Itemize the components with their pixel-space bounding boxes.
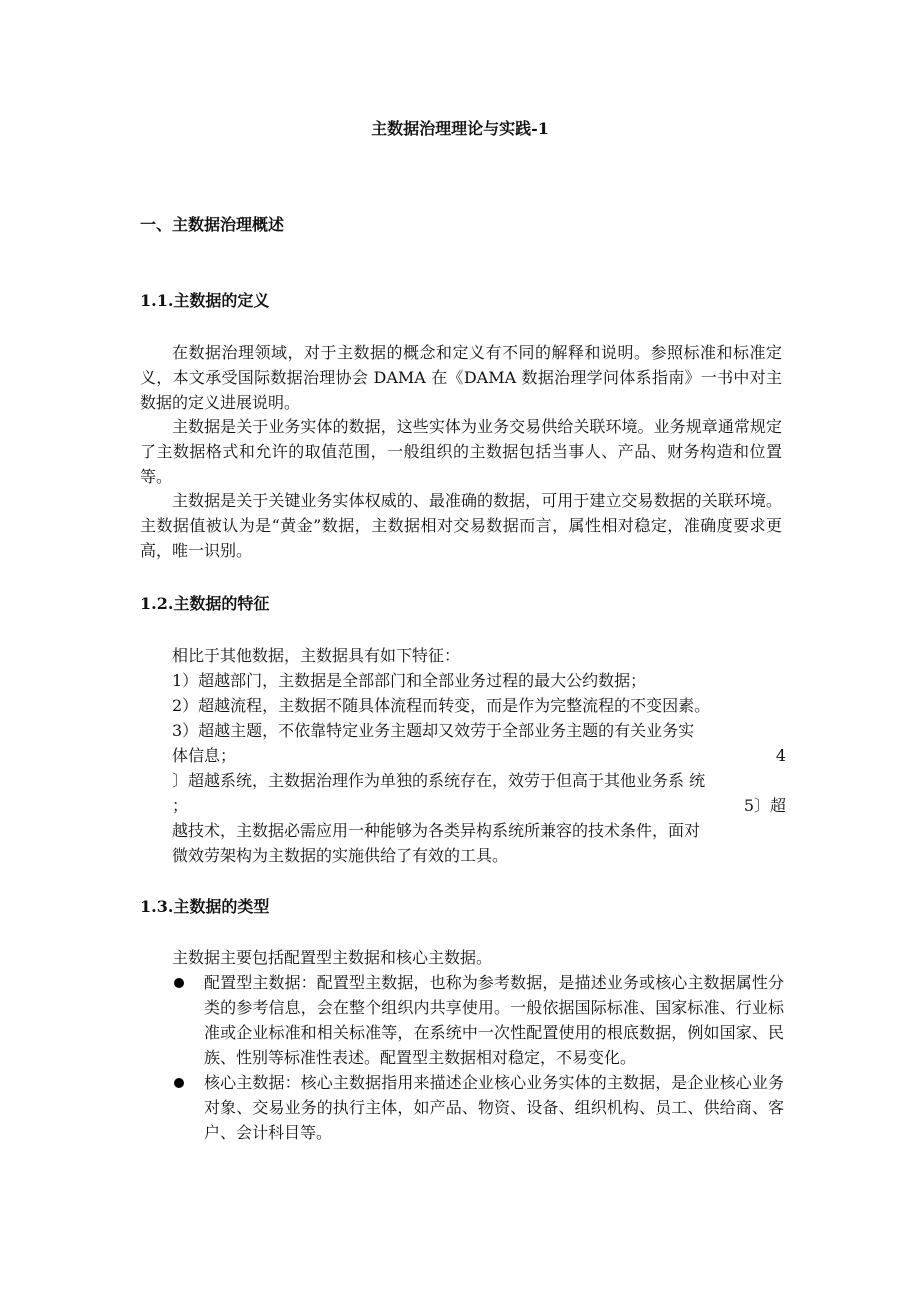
paragraph-definition-1: 在数据治理领域，对于主数据的概念和定义有不同的解释和说明。参照标准和标准定义，本文承受国际数据治理协会 DAMA 在《DAMA 数据治理学问体系指南》一书中对主数据的定义进展说明。 xyxy=(140,343,782,412)
feature-item-5: 越技术，主数据必需应用一种能够为各类异构系统所兼容的技术条件，面对 xyxy=(172,821,701,840)
types-list xyxy=(172,970,784,1145)
bullet-icon xyxy=(174,978,184,988)
section-heading-1-1: 1.1.主数据的定义 xyxy=(140,291,270,310)
section-heading-1-3: 1.3.主数据的类型 xyxy=(140,897,270,916)
list-item xyxy=(172,970,784,1070)
section-heading-1-2: 1.2.主数据的特征 xyxy=(140,594,270,613)
feature-item-2: 2）超越流程，主数据不随具体流程而转变，而是作为完整流程的不变因素。 xyxy=(172,696,711,715)
list-item-text: 配置型主数据：配置型主数据，也称为参考数据，是描述业务或核心主数据属性分类的参考信息，会在整个组织内共享使用。一般依据国际标准、国家标准、行业标准或企业标准和相关标准等，在系统中一次性配置使用的根底数据，例如国家、民族、性别等标准性表述。配置型主数据相对稳定，不易变化。 xyxy=(204,973,784,1067)
paragraph-definition-3: 主数据是关于关键业务实体权威的、最准确的数据，可用于建立交易数据的关联环境。主数据值被认为是“黄金”数据，主数据相对交易数据而言，属性相对稳定，准确度要求更高，唯一识别。 xyxy=(140,491,782,560)
feature-item-5-number: 5〕超 xyxy=(743,796,786,815)
feature-item-4: 〕超越系统，主数据治理作为单独的系统存在，效劳于但高于其他业务系 统 xyxy=(172,771,706,790)
paragraph-definition-2: 主数据是关于业务实体的数据，这些实体为业务交易供给关联环境。业务规章通常规定了主数据格式和允许的取值范围，一般组织的主数据包括当事人、产品、财务构造和位置等。 xyxy=(140,417,782,486)
section-heading-1: 一、主数据治理概述 xyxy=(140,215,285,234)
types-intro: 主数据主要包括配置型主数据和核心主数据。 xyxy=(172,948,493,967)
feature-item-3-cont: 体信息； xyxy=(172,746,237,765)
feature-item-1: 1）超越部门，主数据是全部部门和全部业务过程的最大公约数据； xyxy=(172,671,647,690)
feature-item-4-end: ； xyxy=(172,796,189,815)
feature-item-5-cont: 微效劳架构为主数据的实施供给了有效的工具。 xyxy=(172,846,509,865)
list-item xyxy=(172,1070,784,1145)
document-title: 主数据治理理论与实践-1 xyxy=(371,119,549,138)
list-item-text: 核心主数据：核心主数据指用来描述企业核心业务实体的主数据，是企业核心业务对象、交易业务的执行主体，如产品、物资、设备、组织机构、员工、供给商、客户、会计科目等。 xyxy=(204,1073,784,1142)
bullet-icon xyxy=(174,1078,184,1088)
feature-item-4-number: 4 xyxy=(775,746,786,765)
feature-intro: 相比于其他数据，主数据具有如下特征： xyxy=(172,646,461,665)
feature-item-3: 3）超越主题，不依靠特定业务主题却又效劳于全部业务主题的有关业务实 xyxy=(172,721,695,740)
